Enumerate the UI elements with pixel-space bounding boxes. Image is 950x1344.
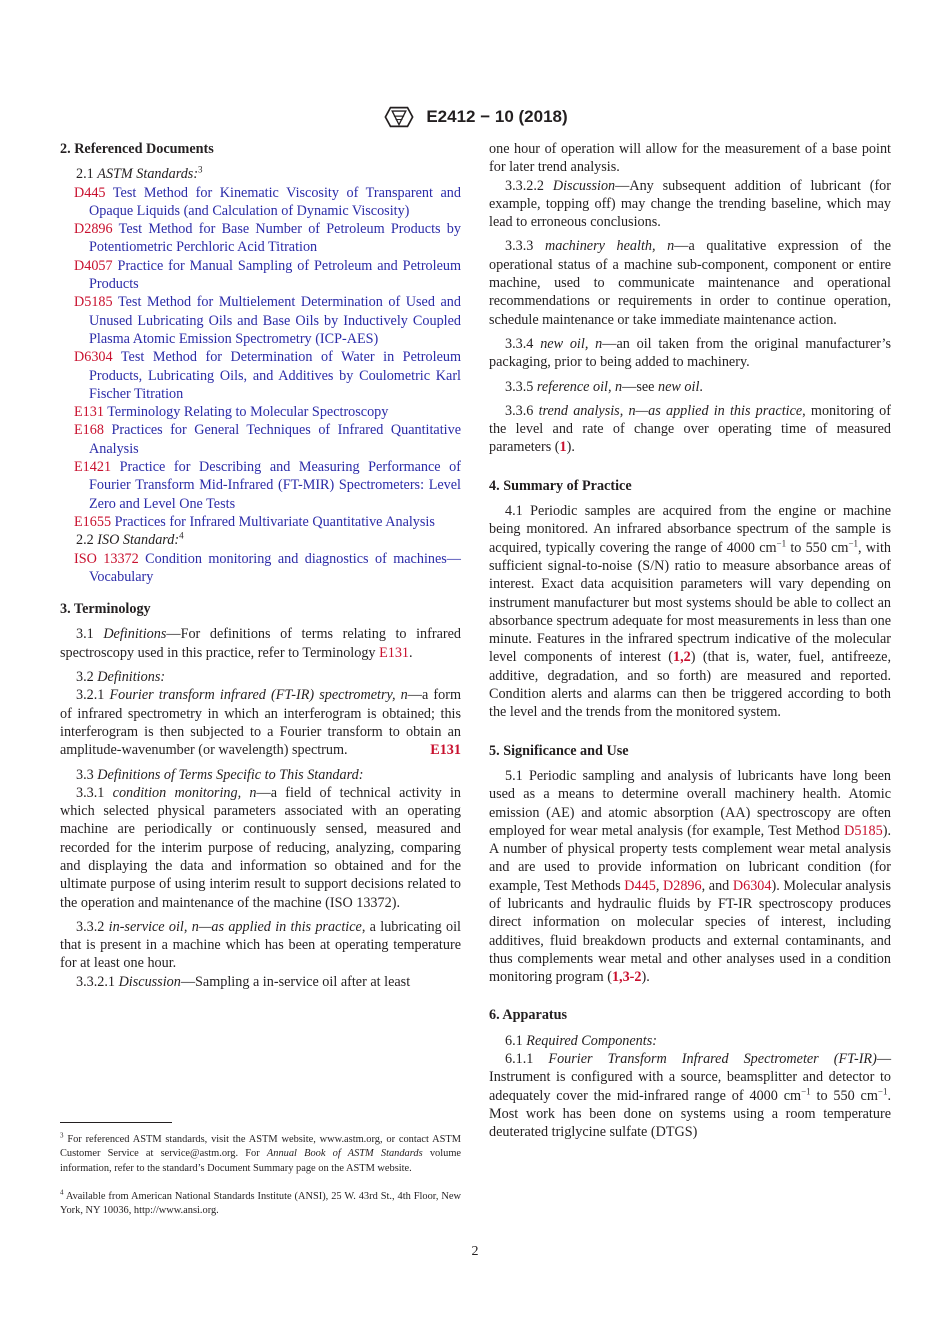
- para-3-2-1: 3.2.1 Fourier transform infrared (FT-IR) spectrometry, n—a form of infrared spectrometry in which an interferogram is obtained; this interferogram is then subjected to a Fourier transform to obtain an amplitude-wavenumber (or wavelength) spectrum. E131: [60, 687, 461, 759]
- para-4-1: 4.1 Periodic samples are acquired from the engine or machine being monitored. An infrared absorbance spectrum of the sample is acquired, typically covering the range of 4000 $cm^{-1}$ to 550 $cm^{-1}$, with sufficient signal-to-noise (S/N) ratio to measure absorbance areas of interest. Exact data acquisition parameters will vary depending on instrument manufacturer but most systems should be able to collect an absorbance spectrum adequate for most measurements in less than one minute. Features in the infrared spectrum indicative of the molecular level components of interest (1,2) (that is, water, fuel, antifreeze, additive, degradation, and so forth) are measured and reported. Condition alerts and alarms can then be triggered according to both the level and the trends from the monitored system.: [489, 503, 892, 721]
- reference-link[interactable]: D5185: [844, 822, 883, 839]
- section-heading-referenced-documents: 2. Referenced Documents: [60, 141, 214, 157]
- para-3-3-2-2: 3.3.2.2 Discussion—Any subsequent addition of lubricant (for example, topping off) may change the trending baseline, which may lead to erroneous conclusions.: [489, 177, 891, 231]
- reference-item: E131 Terminology Relating to Molecular Spectroscopy: [74, 404, 389, 421]
- citation-link[interactable]: 1,2: [673, 649, 691, 666]
- para-3-3-6: 3.3.6 trend analysis, n—as applied in this practice, monitoring of the level and rate of change over operating time of measured parameters (1).: [489, 402, 891, 456]
- right-column: [489, 140, 891, 1142]
- para-5-1: 5.1 Periodic sampling and analysis of lubricants have long been used as a means to determine overall machinery health. Atomic emission (AE) and atomic absorption (AA) spectroscopy are often employed for wear metal analysis (for example, Test Method D5185). A number of physical property tests complement wear metal analysis and are used to provide information on lubricant condition (for example, Test Methods D445, D2896, and D6304). Molecular analysis of lubricants and hydraulic fluids by FT-IR spectroscopy produces direct information on molecular species of interest, including additives, fluid breakdown products and external contaminants, and thus complements wear metal and other analyses used in a condition monitoring program (1,3-2).: [489, 767, 892, 986]
- astm-logo-icon: [382, 104, 416, 130]
- reference-link[interactable]: E1655: [74, 513, 112, 530]
- reference-item: D6304 Test Method for Determination of Water in Petroleum Products, Lubricating Oils, and Additives by Coulometric Karl Fischer Titration: [74, 349, 461, 402]
- reference-link[interactable]: E131: [74, 404, 104, 421]
- reference-link[interactable]: D5185: [74, 294, 113, 311]
- para-3-3-2: 3.3.2 in-service oil, n—as applied in this practice, a lubricating oil that is present in a machine which has been at operating temperature for at least one hour.: [60, 918, 461, 972]
- reference-item: E1655 Practices for Infrared Multivariate Quantitative Analysis: [74, 513, 435, 530]
- page-header: [0, 104, 950, 130]
- reference-link[interactable]: D445: [624, 877, 656, 894]
- reference-item: E168 Practices for General Techniques of Infrared Quantitative Analysis: [74, 422, 461, 457]
- para-3-3: 3.3 Definitions of Terms Specific to This Standard:: [76, 766, 364, 783]
- para-3-3-4: 3.3.4 new oil, n—an oil taken from the original manufacturer’s packaging, prior to being added to machinery.: [489, 335, 891, 371]
- section-heading-terminology: 3. Terminology: [60, 601, 151, 618]
- reference-link[interactable]: E131: [379, 644, 410, 661]
- reference-link[interactable]: E131: [430, 742, 461, 759]
- reference-item: D2896 Test Method for Base Number of Petroleum Products by Potentiometric Perchloric Acid Titration: [74, 221, 461, 256]
- section-heading-significance: 5. Significance and Use: [489, 742, 629, 759]
- footnote-4: $^4$ Available from American National Standards Institute (ANSI), 25 W. 43rd St., 4th Floor, New York, NY 10036, http://www.ansi.org.: [60, 1188, 461, 1217]
- para-6-1-1: 6.1.1 Fourier Transform Infrared Spectrometer (FT-IR)—Instrument is configured with a source, beamsplitter and detector to adequately cover the mid-infrared range of 4000 $cm^{-1}$ to 550 $cm^{-1}$. Most work has been done on systems using a room temperature deuterated triglycine sulfate (DTGS): [489, 1051, 892, 1141]
- reference-link[interactable]: D6304: [74, 349, 113, 366]
- citation-link[interactable]: 1: [559, 439, 567, 456]
- citation-link[interactable]: 1,3-2: [611, 969, 642, 986]
- reference-item: D445 Test Method for Kinematic Viscosity of Transparent and Opaque Liquids (and Calculation of Dynamic Viscosity): [74, 184, 461, 219]
- para-3-3-2-1: 3.3.2.1 Discussion—Sampling a in-service oil after at least: [76, 973, 411, 990]
- para-3-1: 3.1 Definitions—For definitions of terms relating to infrared spectroscopy used in this practice, refer to Terminology E131.: [60, 626, 462, 661]
- reference-link[interactable]: D2896: [662, 877, 702, 894]
- astm-standards-label: 2.1 ASTM Standards:$^3$: [76, 164, 203, 183]
- left-column: [60, 140, 461, 991]
- section-heading-apparatus: 6. Apparatus: [489, 1007, 568, 1024]
- footnote-rule: [60, 1122, 172, 1123]
- para-3-3-1: 3.3.1 condition monitoring, n—a field of technical activity in which selected physical parameters associated with an operating machine are periodically or continuously sensed, measured and recorded for the interim purpose of reducing, analyzing, comparing and displaying the data and information so obtained and for the ultimate purpose of using interim result to support decisions related to the operation and maintenance of the machine (ISO 13372).: [60, 784, 461, 911]
- reference-link[interactable]: E168: [74, 422, 104, 439]
- reference-link[interactable]: D2896: [74, 221, 113, 238]
- iso-standard-label: 2.2 ISO Standard:$^4$: [76, 530, 184, 549]
- reference-list: [60, 184, 461, 532]
- para-6-1: 6.1 Required Components:: [505, 1032, 657, 1049]
- para-3-3-3: 3.3.3 machinery health, n—a qualitative expression of the operational status of a machine sub-component, component or entire machine, used to communicate maintenance and operational recommendations or requirements in order to continue operation, schedule maintenance or take immediate maintenance action.: [489, 238, 892, 328]
- reference-link[interactable]: D6304: [732, 877, 772, 894]
- reference-item: D5185 Test Method for Multielement Determination of Used and Unused Lubricating Oils and Base Oils by Inductively Coupled Plasma Atomic Emission Spectrometry (ICP-AES): [74, 294, 461, 347]
- standard-designation: E2412 − 10 (2018): [426, 107, 568, 126]
- reference-item: D4057 Practice for Manual Sampling of Petroleum and Petroleum Products: [74, 257, 461, 293]
- footnote-3: $^3$ For referenced ASTM standards, visit the ASTM website, www.astm.org, or contact ASTM Customer Service at service@astm.org. For Annual Book of ASTM Standards volume information, refer to the standard’s Document Summary page on the ASTM website.: [60, 1131, 462, 1174]
- reference-link[interactable]: E1421: [74, 459, 112, 476]
- reference-link[interactable]: D4057: [74, 257, 113, 274]
- reference-link[interactable]: D445: [74, 184, 106, 201]
- reference-item: E1421 Practice for Describing and Measuring Performance of Fourier Transform Mid-Infrared (FT-MIR) Spectrometers: Level Zero and Level One Tests: [74, 459, 461, 512]
- reference-item: ISO 13372 Condition monitoring and diagnostics of machines—Vocabulary: [74, 550, 461, 585]
- page-number: 2: [471, 1244, 479, 1259]
- reference-link[interactable]: ISO 13372: [74, 550, 139, 567]
- section-heading-summary: 4. Summary of Practice: [489, 477, 632, 494]
- para-3-3-2-1-continued: one hour of operation will allow for the measurement of a base point for later trend analysis.: [489, 141, 891, 176]
- para-3-2: 3.2 Definitions:: [76, 669, 166, 686]
- para-3-3-5: 3.3.5 reference oil, n—see new oil.: [505, 378, 703, 395]
